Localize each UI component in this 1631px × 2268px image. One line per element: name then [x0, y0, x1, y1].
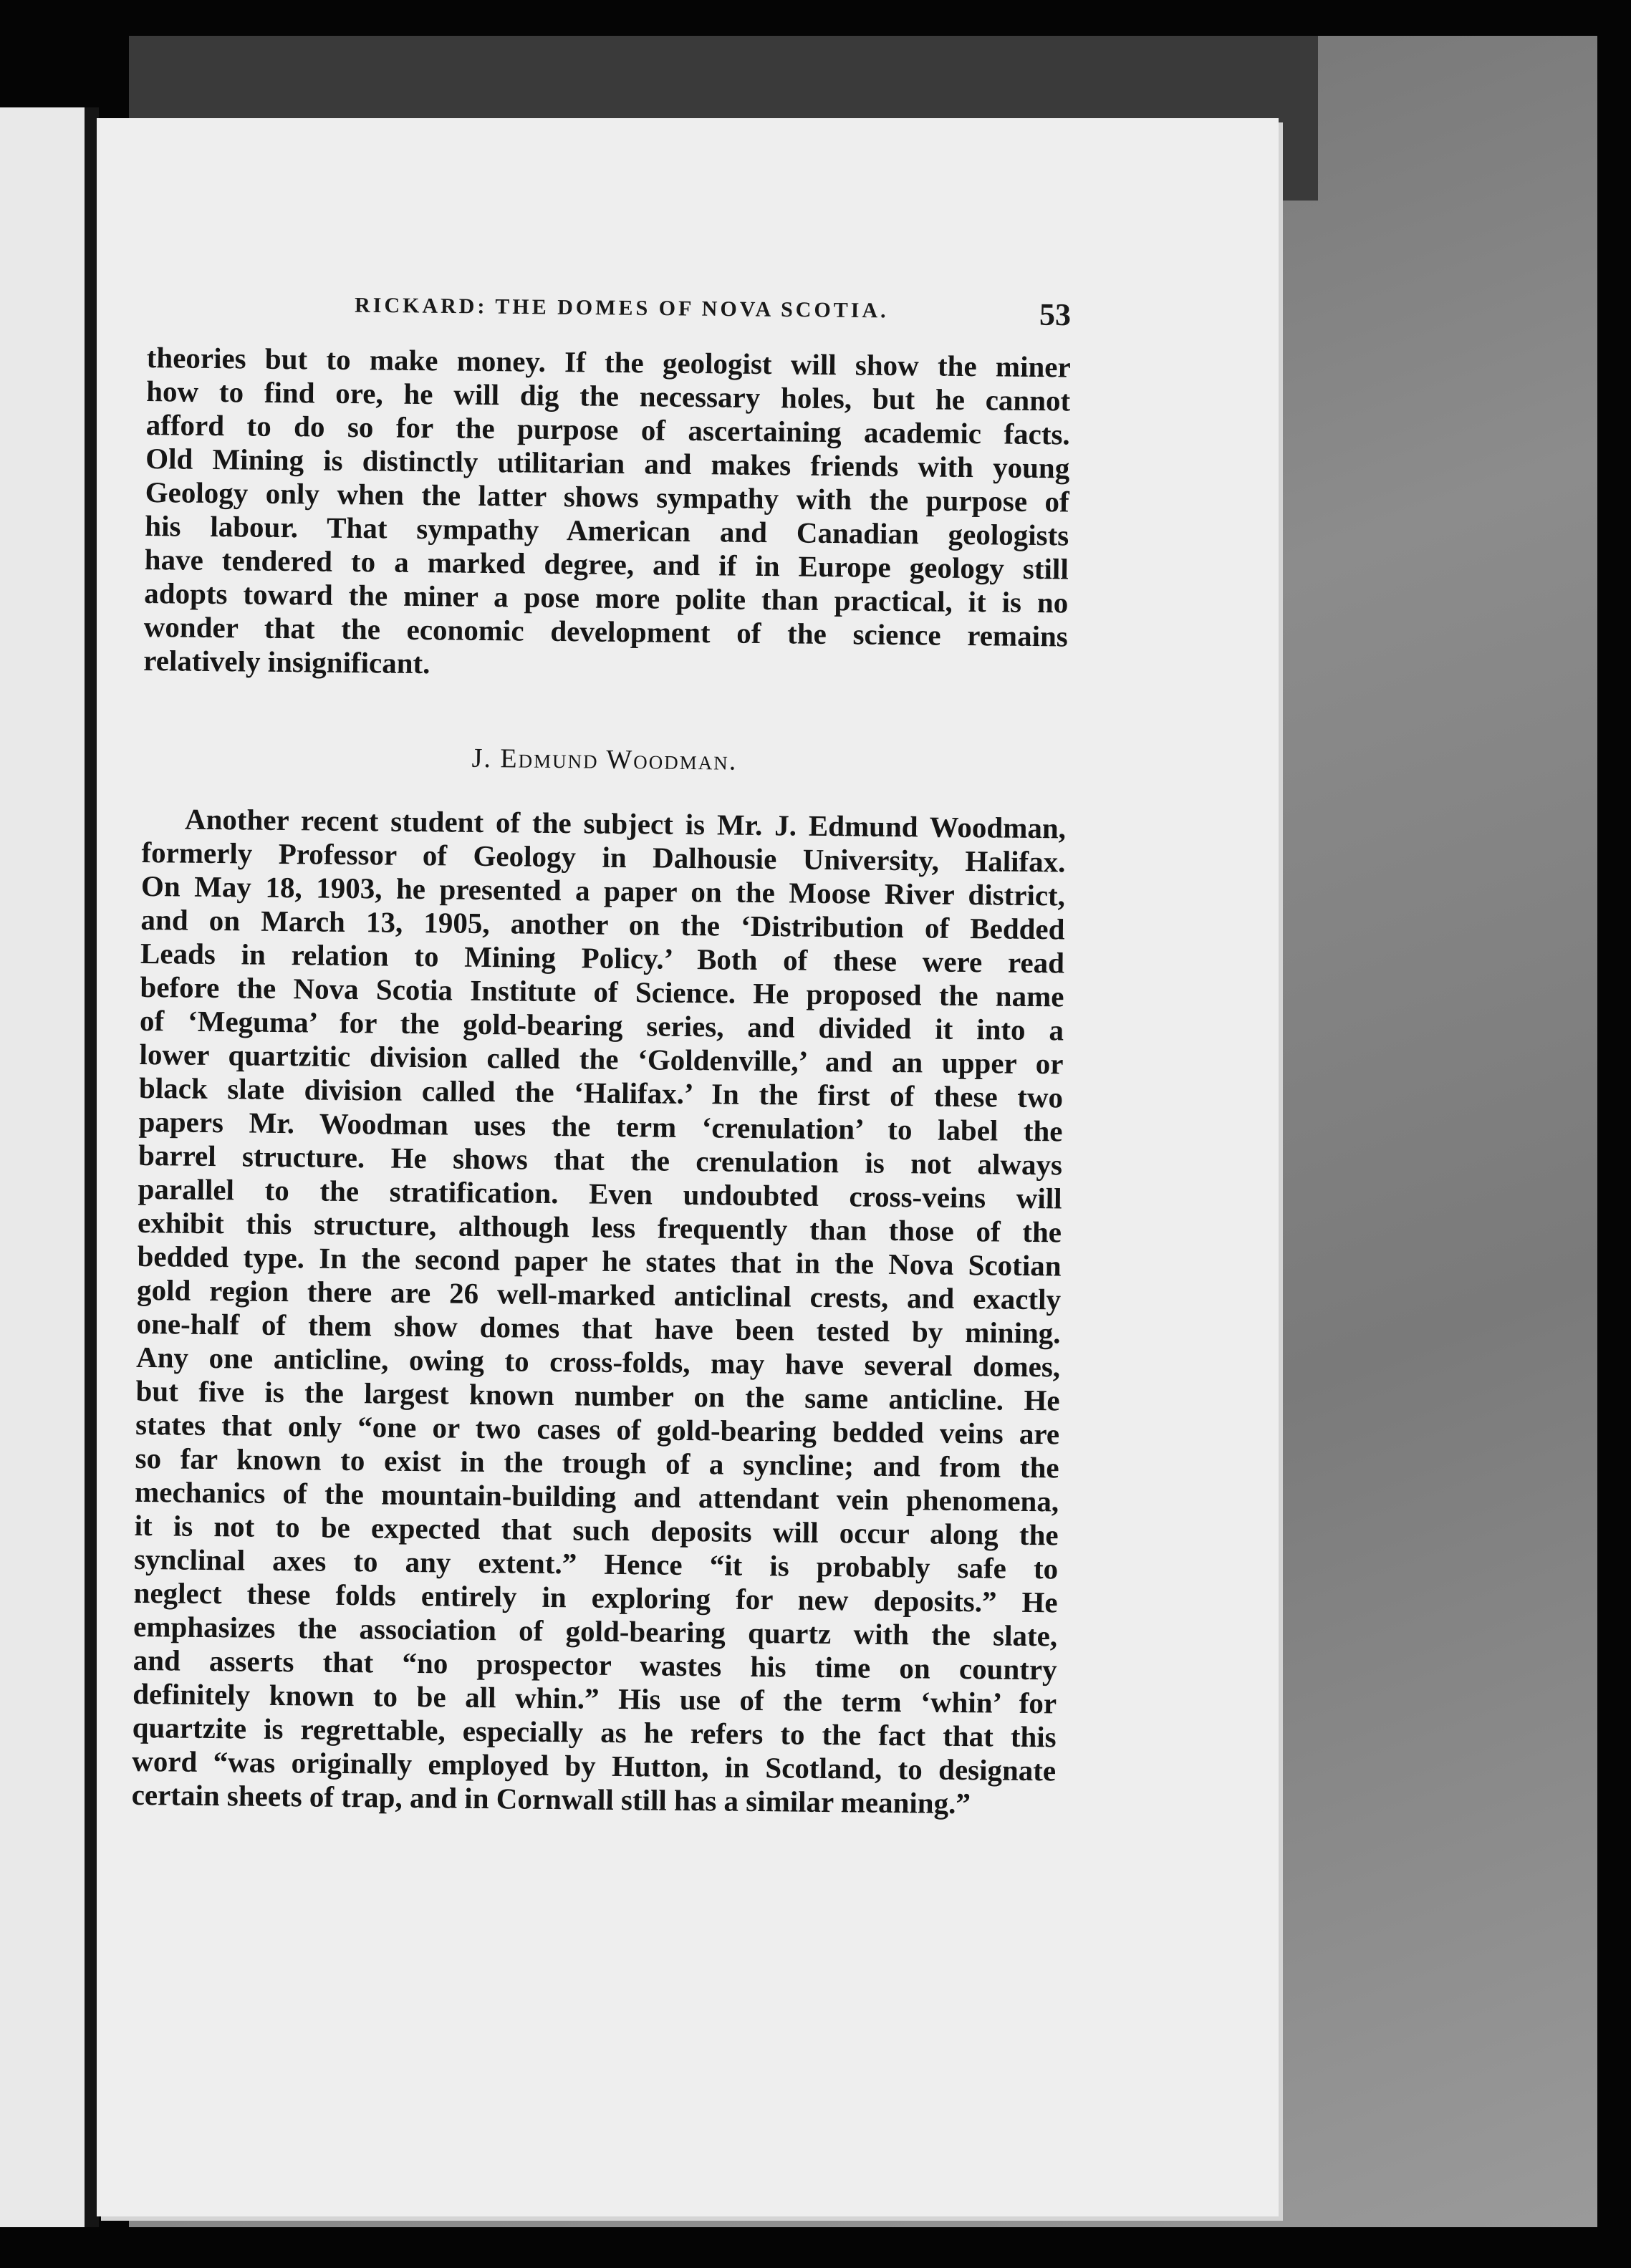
text-line: quartzite is regrettable, especially as he refers to the fact that this [132, 1710, 1057, 1754]
text-line: it is not to be expected that such deposits will occur along the [134, 1508, 1059, 1552]
text-line: afford to do so for the purpose of ascertaining academic facts. [145, 407, 1070, 451]
text-line: and on March 13, 1905, another on the ‘Distribution of Bedded [140, 902, 1065, 946]
running-head-title: RICKARD: THE DOMES OF NOVA SCOTIA. [354, 293, 889, 323]
paragraph-1 [143, 341, 1071, 687]
text-line: before the Nova Scotia Institute of Science. He proposed the name [140, 970, 1064, 1013]
text-line: certain sheets of trap, and in Cornwall still has a similar meaning.” [131, 1777, 971, 1820]
text-line: lower quartzitic division called the ‘Goldenville,’ and an upper or [139, 1037, 1064, 1081]
text-line: of ‘Meguma’ for the gold-bearing series, and divided it into a [139, 1003, 1064, 1047]
facing-page-edge [0, 107, 89, 2227]
text-line: Old Mining is distinctly utilitarian and makes friends with young [145, 441, 1070, 485]
page-body [131, 341, 1070, 1821]
text-line: have tendered to a marked degree, and if in Europe geology still [144, 542, 1069, 586]
text-line: black slate division called the ‘Halifax.’ In the first of these two [138, 1071, 1064, 1114]
text-line: gold region there are 26 well-marked anticlinal crests, and exactly [136, 1273, 1062, 1316]
text-line: synclinal axes to any extent.” Hence “it is probably safe to [133, 1542, 1059, 1586]
section-heading: J. Edmund Woodman. [471, 743, 738, 776]
text-line: papers Mr. Woodman uses the term ‘crenulation’ to label the [138, 1104, 1063, 1148]
text-line: barrel structure. He shows that the crenulation is not always [138, 1138, 1063, 1182]
text-line: but five is the largest known number on the same anticline. He [135, 1374, 1060, 1417]
text-line: his labour. That sympathy American and Canadian geologists [145, 508, 1069, 552]
text-line: so far known to exist in the trough of a syncline; and from the [135, 1441, 1059, 1485]
text-line: formerly Professor of Geology in Dalhousie University, Halifax. [141, 835, 1066, 879]
text-line: Leads in relation to Mining Policy.’ Both of these were read [140, 936, 1065, 980]
page-number: 53 [1039, 296, 1072, 333]
running-head [240, 288, 1072, 339]
text-line: exhibit this structure, although less frequently than those of the [137, 1205, 1062, 1249]
text-line: Geology only when the latter shows sympathy with the purpose of [145, 475, 1069, 518]
text-line: Any one anticline, owing to cross-folds, may have several domes, [135, 1340, 1061, 1384]
text-line: theories but to make money. If the geologist will show the miner [146, 341, 1071, 384]
text-line: mechanics of the mountain-building and attendant vein phenomena, [134, 1475, 1059, 1518]
text-line: On May 18, 1903, he presented a paper on the Moose River district, [140, 869, 1066, 912]
text-line: adopts toward the miner a pose more polite than practical, it is no [144, 576, 1069, 619]
text-line: bedded type. In the second paper he states that in the Nova Scotian [137, 1239, 1062, 1283]
paragraph-2 [131, 802, 1066, 1821]
text-line: one-half of them show domes that have been tested by mining. [136, 1306, 1061, 1350]
text-line: states that only “one or two cases of gold-bearing bedded veins are [135, 1407, 1060, 1451]
text-line: emphasizes the association of gold-bearing quartz with the slate, [133, 1609, 1058, 1653]
text-line: word “was originally employed by Hutton, in Scotland, to designate [131, 1744, 1057, 1787]
text-line: how to find ore, he will dig the necessary holes, but he cannot [146, 374, 1071, 418]
text-line: relatively insignificant. [143, 643, 430, 680]
text-line: parallel to the stratification. Even undoubted cross-veins will [138, 1172, 1062, 1215]
text-line: and asserts that “no prospector wastes his time on country [133, 1643, 1057, 1686]
text-line: Another recent student of the subject is Mr. J. Edmund Woodman, [184, 802, 1067, 845]
text-line: wonder that the economic development of the science remains [143, 609, 1068, 653]
text-line: definitely known to be all whin.” His use of the term ‘whin’ for [132, 1676, 1057, 1720]
text-line: neglect these folds entirely in exploring for new deposits.” He [133, 1575, 1058, 1619]
